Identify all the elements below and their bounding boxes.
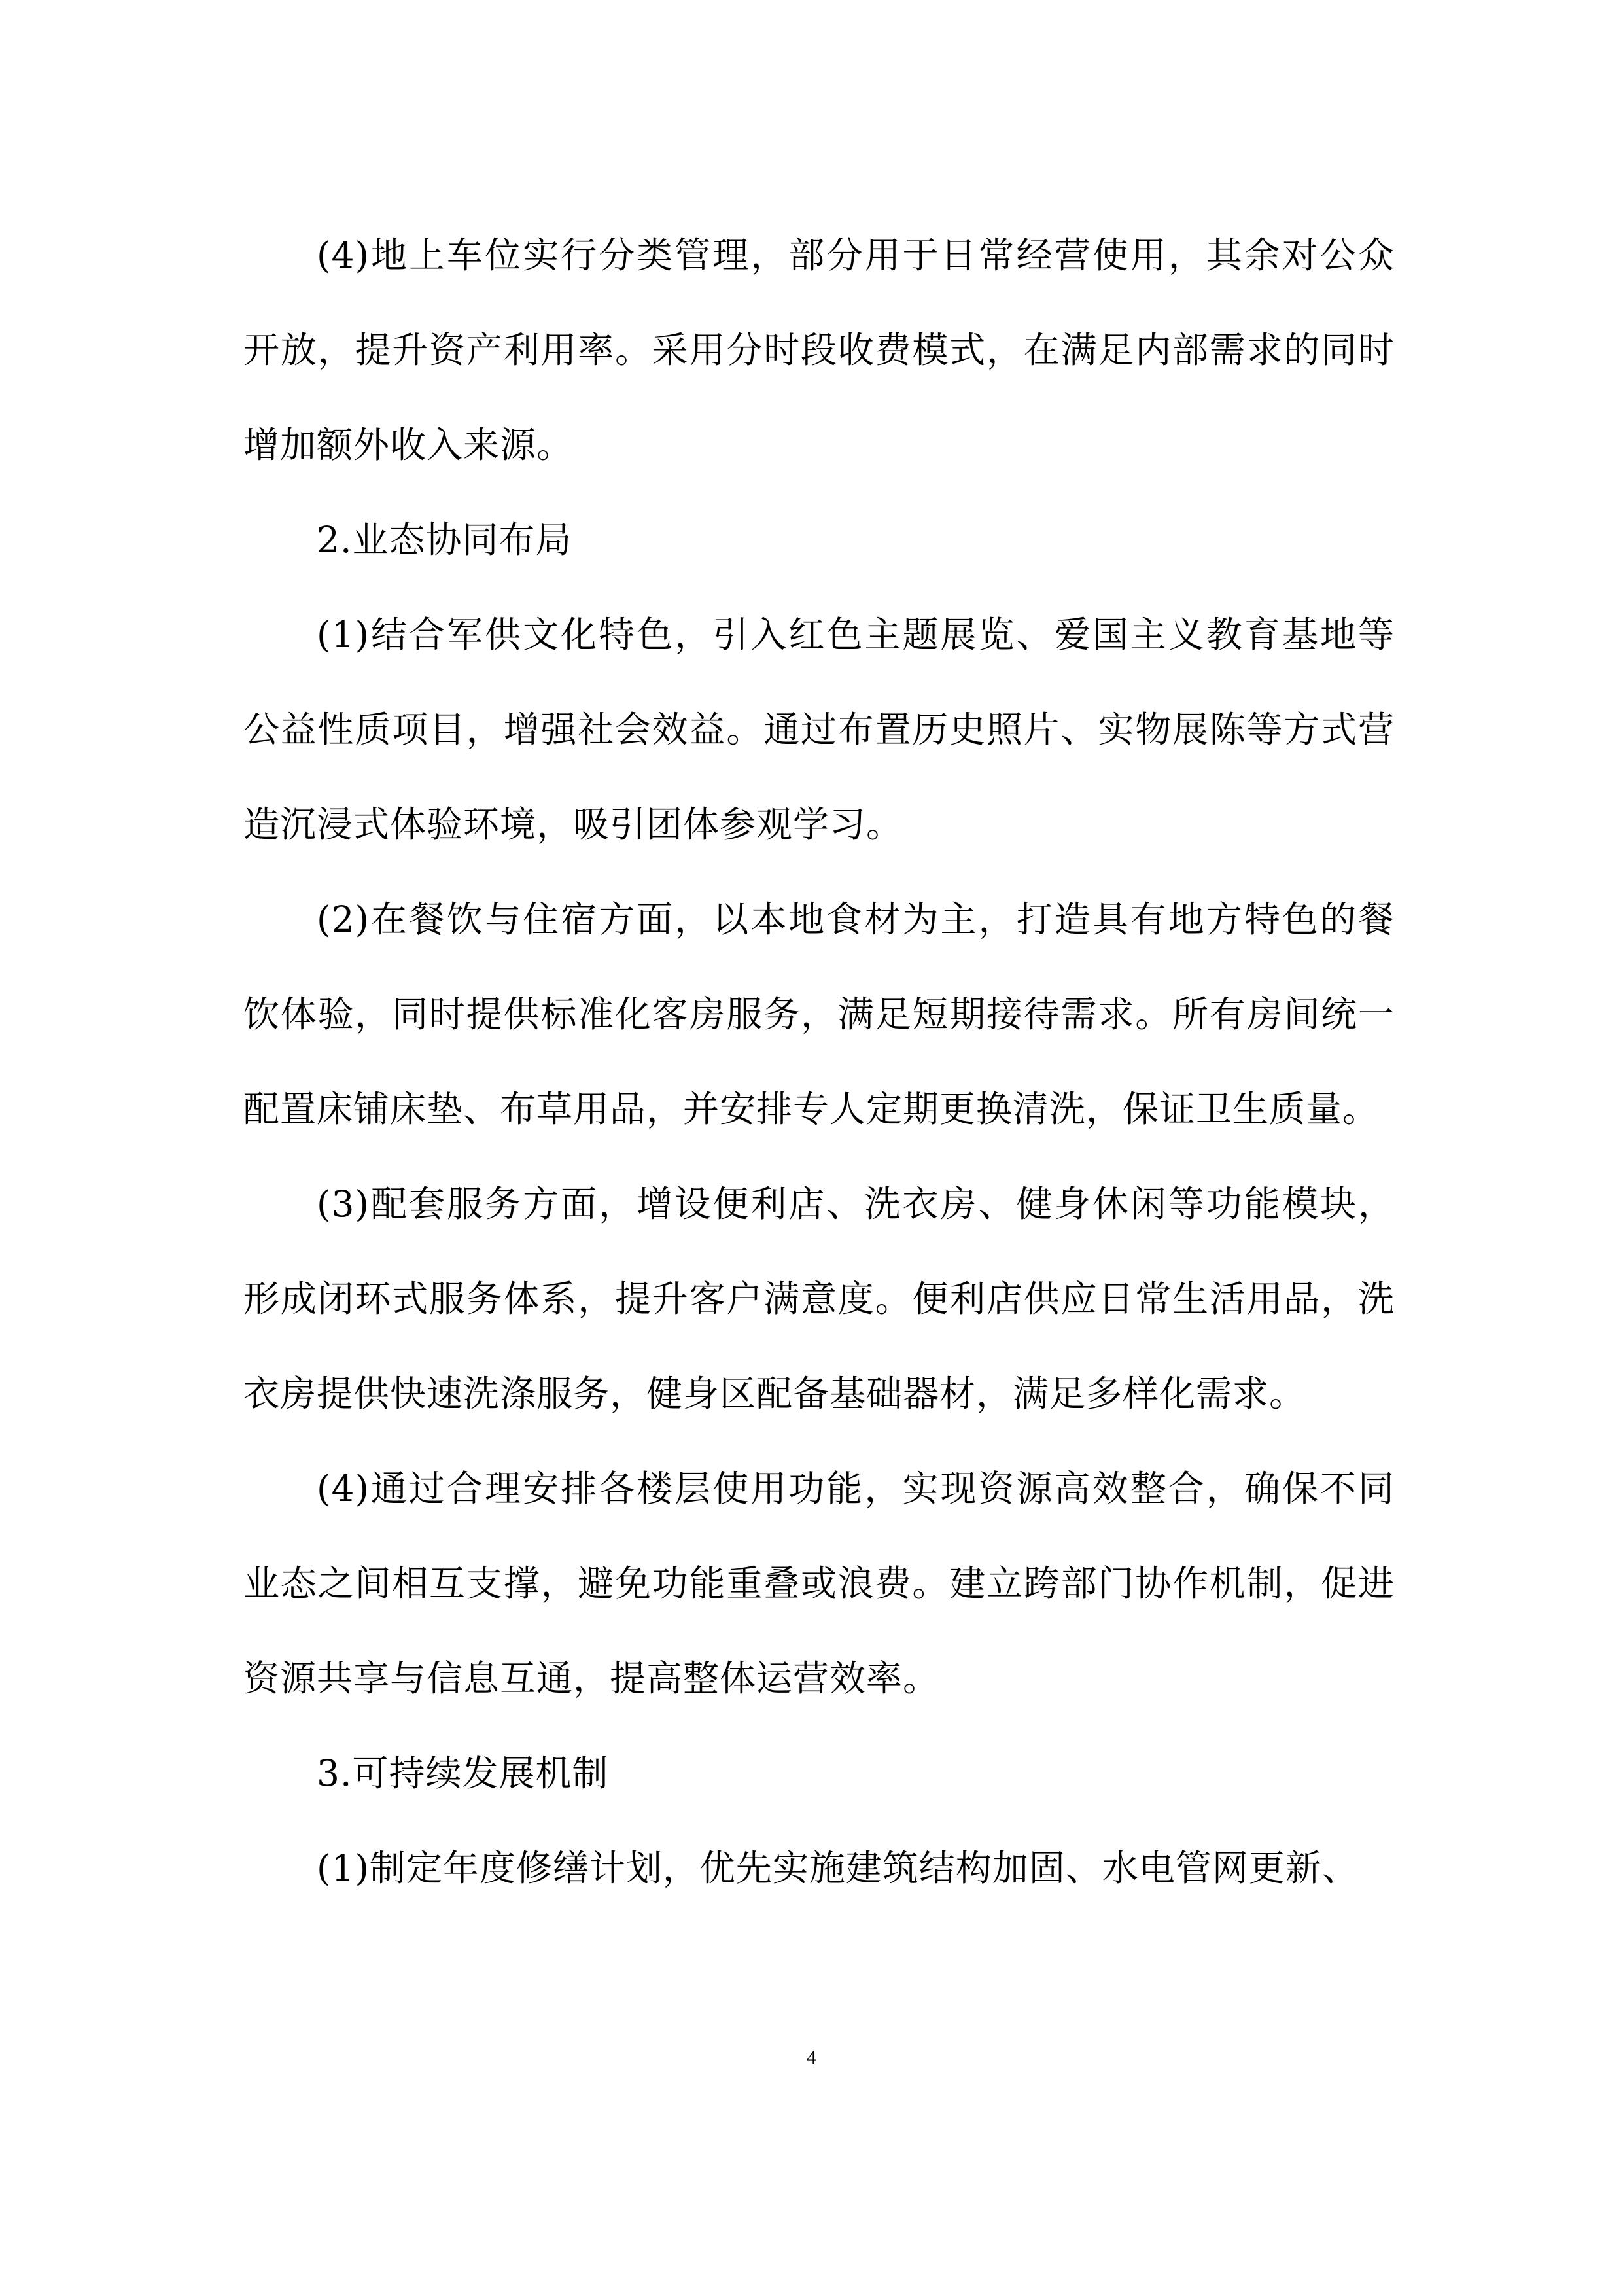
paragraph-dining-lodging: (2)在餐饮与住宿方面，以本地食材为主，打造具有地方特色的餐饮体验，同时提供标准化客房服务，满足短期接待需求。所有房间统一配置床铺床垫、布草用品，并安排专人定期更换清洗，保证卫生质量。 bbox=[243, 898, 1395, 1130]
section-heading-sustainability: 3.可持续发展机制 bbox=[317, 1752, 609, 1794]
paragraph-repair-plan: (1)制定年度修缮计划，优先实施建筑结构加固、水电管网更新、 bbox=[317, 1847, 1359, 1889]
paragraph-parking-management: (4)地上车位实行分类管理，部分用于日常经营使用，其余对公众开放，提升资产利用率。采用分时段收费模式，在满足内部需求的同时增加额外收入来源。 bbox=[243, 234, 1395, 466]
paragraph-red-culture: (1)结合军供文化特色，引入红色主题展览、爱国主义教育基地等公益性质项目，增强社会效益。通过布置历史照片、实物展陈等方式营造沉浸式体验环境，吸引团体参观学习。 bbox=[243, 614, 1395, 845]
section-heading-business-layout: 2.业态协同布局 bbox=[317, 519, 572, 561]
page-number: 4 bbox=[807, 2047, 816, 2068]
document-body bbox=[243, 208, 1395, 1916]
paragraph-floor-planning: (4)通过合理安排各楼层使用功能，实现资源高效整合，确保不同业态之间相互支撑，避免功能重叠或浪费。建立跨部门协作机制，促进资源共享与信息互通，提高整体运营效率。 bbox=[243, 1468, 1395, 1699]
paragraph-support-services: (3)配套服务方面，增设便利店、洗衣房、健身休闲等功能模块，形成闭环式服务体系，提升客户满意度。便利店供应日常生活用品，洗衣房提供快速洗涤服务，健身区配备基础器材，满足多样化需求。 bbox=[243, 1183, 1395, 1415]
